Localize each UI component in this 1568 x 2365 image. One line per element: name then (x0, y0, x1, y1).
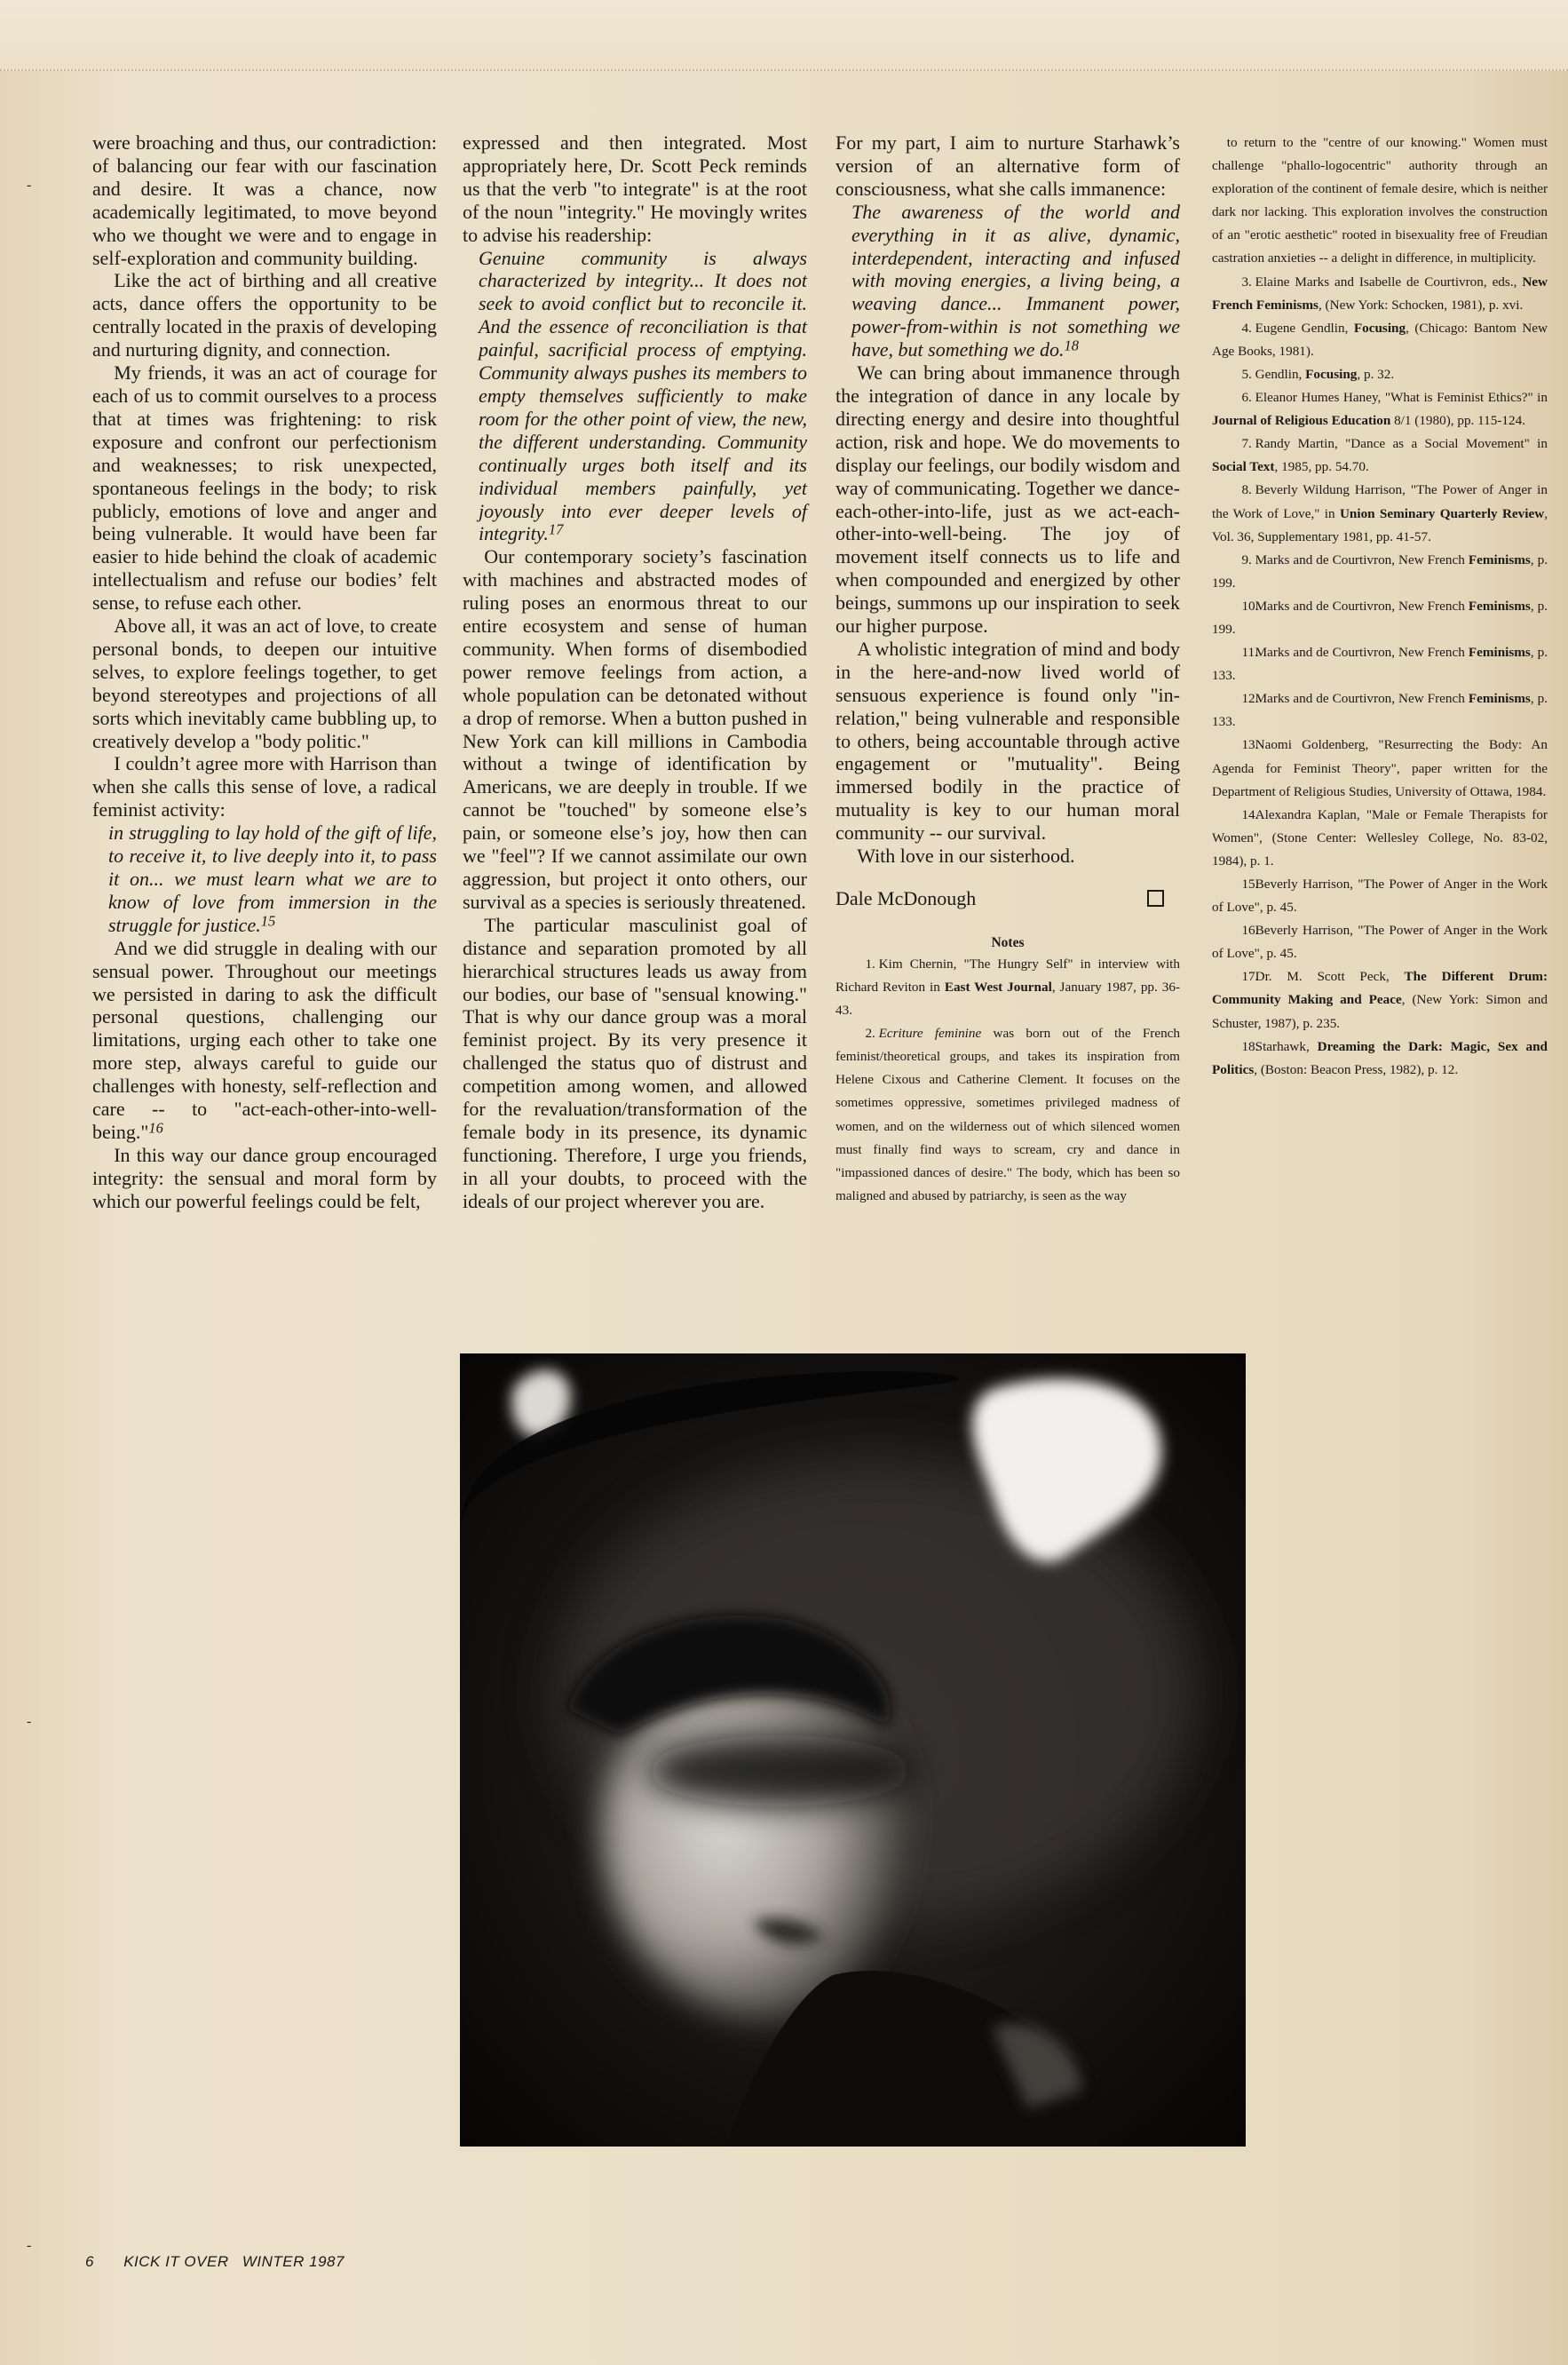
article-column-3-body (835, 131, 1180, 868)
note-text: Gendlin, Focusing, p. 32. (1255, 366, 1395, 382)
note-item (1212, 363, 1548, 386)
note-item (1212, 1036, 1548, 1082)
author-signature (835, 887, 1180, 910)
paragraph (835, 845, 1180, 868)
margin-mark: ‑ (27, 2238, 32, 2253)
note-item (1212, 804, 1548, 873)
page-number: 6 (85, 2253, 94, 2270)
paragraph (92, 361, 437, 615)
paragraph-text: In this way our dance group encouraged integrity: the sensual and moral form by which our powerful feelings could be felt, (92, 1143, 437, 1212)
paragraph-text: Above all, it was an act of love, to create personal bonds, to deepen our intuitive selves, to explore feelings together, to get beyond stereotypes and projections of all sorts which inevitably came bubbling up, to creatively develop a "body politic." (92, 615, 437, 752)
article-column-1 (92, 131, 437, 1213)
note-text: Beverly Harrison, "The Power of Anger in the Work of Love", p. 45. (1212, 877, 1548, 916)
paragraph-text: A wholistic integration of mind and body in the here-and-now lived world of sensuous experience is found only "in-relation," being vulnerable and responsible to others, being accountable through active engagement or "mutuality". Being immersed bodily in the practice of mutuality is key to our human moral community -- our survival. (835, 637, 1180, 845)
note-number: 8. (1241, 482, 1252, 498)
paragraph (92, 269, 437, 361)
end-mark-icon (1147, 890, 1164, 907)
paragraph (463, 545, 807, 914)
note-number: 15. (1241, 877, 1259, 892)
note-item (1212, 965, 1548, 1035)
paragraph (835, 131, 1180, 201)
note-text: Marks and de Courtivron, New French Feminisms, p. 133. (1212, 645, 1548, 684)
note-number: 2. (865, 1026, 875, 1042)
note-item (835, 953, 1180, 1022)
page-top-edge (0, 0, 1568, 71)
note-text: Ecriture feminine was born out of the French feminist/theoretical groups, and takes its inspiration from Helene Cixous and Catherine Clement. It focuses on the sometimes oppressive, sometimes privileged madness of women, and on the wilderness out of which silenced women must finally find ways to scream, cry and dance in "impassioned dances of desire." The body, which has been so maligned and abused by patriarchy, is seen as the way (835, 1026, 1180, 1203)
note-number: 17. (1241, 969, 1259, 985)
block-quote (479, 247, 807, 546)
paragraph (463, 914, 807, 1213)
author-name: Dale McDonough (835, 887, 977, 909)
note-continuation: to return to the "centre of our knowing." Women must challenge "phallo-logocentric" authority through an exploration of the continent of female desire, which is neither dark nor lacking. This exploration involves the construction of an "erotic aesthetic" rooted in bisexuality free of Freudian castration anxieties -- a delight in difference, in multiplicity. (1212, 135, 1548, 266)
note-item (1212, 734, 1548, 803)
note-number: 6. (1241, 390, 1252, 406)
note-number: 5. (1241, 366, 1252, 382)
note-number: 7. (1241, 436, 1252, 452)
note-text: Elaine Marks and Isabelle de Courtivron, eds., New French Feminisms, (New York: Schocken, 1981), p. xvi. (1212, 274, 1548, 313)
paragraph-text: The awareness of the world and everything in it as alive, dynamic, interdependent, interacting and infused with moving energies, a living being, a weaving dance... Immanent power, power-from-within is not something we have, but something we do. (851, 200, 1180, 361)
note-item (1212, 641, 1548, 687)
note-text: Marks and de Courtivron, New French Feminisms, p. 133. (1212, 691, 1548, 730)
note-text: Kim Chernin, "The Hungry Self" in interview with Richard Reviton in East West Journal, January 1987, pp. 36-43. (835, 956, 1180, 1019)
paragraph (92, 131, 437, 269)
note-text: Beverly Wildung Harrison, "The Power of Anger in the Work of Love," in Union Seminary Quarterly Review, Vol. 36, Supplementary 1981, pp. 41-57. (1212, 482, 1548, 544)
page-footer (85, 2253, 344, 2271)
note-text: Dr. M. Scott Peck, The Different Drum: Community Making and Peace, (New York: Simon and Schuster, 1987), p. 235. (1212, 969, 1548, 1031)
notes-list-column-3 (835, 953, 1180, 1208)
note-number: 13. (1241, 737, 1259, 753)
paragraph-text: My friends, it was an act of courage for each of us to commit ourselves to a process that at times was frightening: to risk exposure and confront our perfectionism and weaknesses; to risk unexpected, spontaneous feelings in the body; to risk publicly, emotions of love and anger and being vulnerable. It would have been far easier to hide behind the cloak of academic intellectualism and refuse our bodies’ felt sense, to refuse each other. (92, 361, 437, 615)
paragraph (92, 752, 437, 821)
footnote-ref: 18 (1064, 337, 1080, 354)
note-item (1212, 271, 1548, 317)
paragraph-text: Genuine community is always characterized by integrity... It does not seek to avoid conflict but to reconcile it. And the essence of reconciliation is that painful, sacrificial process of emptying. Community always pushes its members to empty themselves sufficiently to make room for the other point of view, the new, the different understanding. Community continually urges both itself and its individual members painfully, yet joyously into ever deeper levels of integrity. (479, 246, 807, 545)
note-text: Eleanor Humes Haney, "What is Feminist Ethics?" in Journal of Religious Education 8/1 (1980), pp. 115-124. (1212, 390, 1548, 429)
note-text: Eugene Gendlin, Focusing, (Chicago: Bantom New Age Books, 1981). (1212, 320, 1548, 359)
paragraph-text: With love in our sisterhood. (857, 845, 1075, 868)
note-item (1212, 549, 1548, 595)
notes-list-column-4 (1212, 271, 1548, 1082)
paragraph-text: The particular masculinist goal of distance and separation promoted by all hierarchical structures leads us away from our bodies, our base of "sensual knowing." That is why our dance group was a moral feminist project. By its very presence it challenged the status quo of distrust and competition among women, and allowed for the revaluation/transformation of the female body in its presence, its dynamic functioning. Therefore, I urge you friends, in all your doubts, to proceed with the ideals of our project wherever you are. (463, 913, 807, 1212)
article-column-3 (835, 131, 1180, 1208)
notes-column-4 (1212, 131, 1548, 1082)
note-number: 12. (1241, 691, 1259, 707)
paragraph (92, 1144, 437, 1213)
note-item (1212, 433, 1548, 479)
block-quote (108, 821, 437, 937)
paragraph (92, 615, 437, 752)
note-text: Starhawk, Dreaming the Dark: Magic, Sex and Politics, (Boston: Beacon Press, 1982), p. 12. (1212, 1038, 1548, 1077)
article-column-2 (463, 131, 807, 1213)
note-number: 4. (1241, 320, 1252, 336)
note-item (1212, 479, 1548, 548)
note-item (1212, 595, 1548, 641)
note-number: 18. (1241, 1038, 1259, 1054)
paragraph (463, 131, 807, 247)
note-number: 3. (1241, 274, 1252, 290)
publication-name: KICK IT OVER (123, 2253, 229, 2270)
note-number: 9. (1241, 552, 1252, 567)
paragraph (835, 638, 1180, 845)
paragraph-text: I couldn’t agree more with Harrison than when she calls this sense of love, a radical feminist activity: (92, 752, 437, 821)
note-text: Alexandra Kaplan, "Male or Female Therapists for Women", (Stone Center: Wellesley College, No. 83-02, 1984), p. 1. (1212, 806, 1548, 869)
note-number: 14. (1241, 806, 1259, 822)
margin-mark: ‑ (27, 1714, 32, 1729)
notes-heading: Notes (991, 934, 1025, 950)
note-item (1212, 317, 1548, 363)
paragraph-text: Our contemporary society’s fascination with machines and abstracted modes of ruling poses an enormous threat to our entire ecosystem and sense of human community. When forms of disembodied power remove feelings from action, a whole population can be detonated without a drop of remorse. When a button pushed in New York can kill millions in Cambodia without a twinge of identification by Americans, we are deeply in trouble. If we cannot be "touched" by someone else’s pain, or someone else’s joy, how then can we "feel"? If we cannot assimilate our own aggression, but project it onto others, our survival as a species is seriously threatened. (463, 545, 807, 913)
paragraph-text: Like the act of birthing and all creative acts, dance offers the opportunity to be centrally located in the praxis of developing and nurturing dignity, and connection. (92, 269, 437, 361)
paragraph-text: We can bring about immanence through the integration of dance in any locale by directing energy and desire into thoughtful action, risk and hope. We do movements to display our feelings, our bodily wisdom and way of communicating. Together we dance-each-other-into-life, just as we act-each-other-into-well-being. The joy of movement itself connects us to life and when compounded and energized by other beings, summons up our inspiration to seek our higher purpose. (835, 361, 1181, 638)
paragraph (835, 361, 1180, 638)
footnote-ref: 16 (148, 1119, 163, 1137)
note-text: Naomi Goldenberg, "Resurrecting the Body: An Agenda for Feminist Theory", paper written for the Department of Religious Studies, University of Ottawa, 1984. (1212, 737, 1548, 799)
portrait-photo-image (460, 1353, 1246, 2147)
paragraph-text: expressed and then integrated. Most appropriately here, Dr. Scott Peck reminds us that the verb "to integrate" is at the root of the noun "integrity." He movingly writes to advise his readership: (463, 131, 807, 246)
paragraph (92, 937, 437, 1144)
note-number: 16. (1241, 923, 1259, 939)
margin-mark: ‑ (27, 178, 32, 193)
paragraph-text: in struggling to lay hold of the gift of life, to receive it, to live deeply into it, to pass it on... we must learn what we are to know of love from immersion in the struggle for justice. (108, 821, 437, 936)
block-quote (851, 201, 1180, 361)
paragraph-text: And we did struggle in dealing with our sensual power. Throughout our meetings we persisted in daring to ask the difficult personal questions, challenging our limitations, urging each other to take one more step, always careful to guide our challenges with honesty, self-reflection and care -- to "act-each-other-into-well-being." (92, 936, 437, 1143)
note-text: Marks and de Courtivron, New French Feminisms, p. 199. (1212, 552, 1548, 591)
issue-date: WINTER 1987 (242, 2253, 344, 2270)
note-item (1212, 386, 1548, 433)
paragraph-text: were broaching and thus, our contradiction: of balancing our fear with our fascination and desire. It was a chance, now academically legitimated, to move beyond who we thought we were and to engage in self-exploration and community building. (92, 131, 437, 269)
note-number: 11. (1241, 645, 1258, 661)
note-text: Marks and de Courtivron, New French Feminisms, p. 199. (1212, 598, 1548, 637)
footnote-ref: 15 (260, 912, 276, 930)
portrait-photo (460, 1353, 1246, 2147)
note-text: Beverly Harrison, "The Power of Anger in the Work of Love", p. 45. (1212, 923, 1548, 962)
paragraph-text: For my part, I aim to nurture Starhawk’s version of an alternative form of consciousness, what she calls immanence: (835, 131, 1180, 200)
note-number: 10. (1241, 598, 1259, 614)
note-item (1212, 687, 1548, 734)
note-text: Randy Martin, "Dance as a Social Movement" in Social Text, 1985, pp. 54.70. (1212, 436, 1548, 475)
note-item (1212, 873, 1548, 919)
note-item (1212, 919, 1548, 965)
note-number: 1. (865, 956, 875, 972)
note-item (835, 1022, 1180, 1208)
footnote-ref: 17 (548, 520, 564, 538)
